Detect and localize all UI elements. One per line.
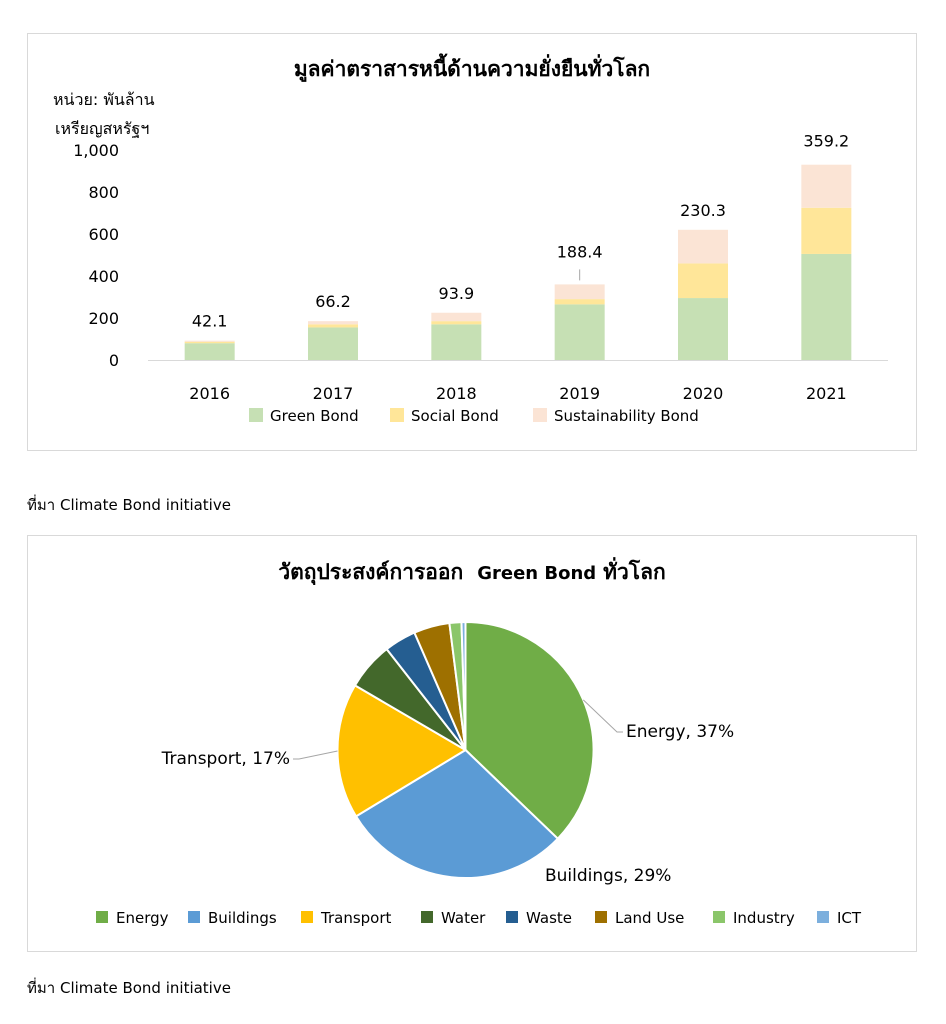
- legend-label: Green Bond: [270, 407, 359, 425]
- green-bond-purpose-pie-chart: [28, 536, 916, 951]
- x-tick-label: 2019: [559, 384, 601, 403]
- bar-segment-sustainability-bond: [308, 321, 358, 324]
- legend-swatch: [390, 408, 404, 422]
- bar-segment-green-bond: [431, 324, 481, 360]
- x-tick-label: 2017: [312, 384, 354, 403]
- pie-chart-title: [278, 556, 665, 586]
- pie-slice-label: Buildings, 29%: [545, 866, 672, 886]
- legend-label: Waste: [526, 909, 572, 927]
- y-tick-label: 1,000: [73, 141, 119, 160]
- bar-legend: [249, 407, 699, 425]
- y-tick-label: 0: [108, 351, 119, 370]
- bar-segment-social-bond: [678, 263, 728, 298]
- pie-title-thai-1: วัตถุประสงค์การออก: [278, 560, 464, 584]
- legend-swatch: [249, 408, 263, 422]
- x-tick-label: 2016: [189, 384, 231, 403]
- legend-label: Sustainability Bond: [554, 407, 699, 425]
- bar-segment-green-bond: [185, 343, 235, 360]
- legend-swatch: [713, 911, 725, 923]
- bar-chart-title: มูลค่าตราสารหนี้ด้านความยั่งยืนทั่วโลก: [293, 57, 651, 81]
- y-tick-labels: [73, 141, 119, 370]
- legend-label: ICT: [837, 909, 862, 927]
- bar-data-labels: [192, 132, 849, 331]
- legend-swatch: [595, 911, 607, 923]
- bar-segment-green-bond: [801, 254, 851, 360]
- bar-data-label: 230.3: [680, 200, 726, 220]
- legend-swatch: [817, 911, 829, 923]
- legend-label: Energy: [116, 909, 169, 927]
- bar-segment-green-bond: [308, 327, 358, 360]
- y-tick-label: 400: [88, 267, 119, 286]
- pie-legend: [96, 909, 862, 927]
- legend-swatch: [421, 911, 433, 923]
- y-tick-label: 800: [88, 183, 119, 202]
- x-tick-label: 2018: [435, 384, 477, 403]
- bar-segment-social-bond: [308, 324, 358, 327]
- bar-segment-social-bond: [185, 342, 235, 343]
- bar-segment-sustainability-bond: [678, 230, 728, 264]
- bar-segment-social-bond: [431, 321, 481, 324]
- legend-label: Industry: [733, 909, 795, 927]
- bar-chart-source: ที่มา Climate Bond initiative: [27, 496, 231, 514]
- green-bond-purpose-panel: [27, 535, 917, 952]
- pie-chart-source: ที่มา Climate Bond initiative: [27, 979, 231, 997]
- bond-value-chart-panel: [27, 33, 917, 451]
- bar-segment-sustainability-bond: [431, 313, 481, 321]
- y-axis-unit-line1: หน่วย: พันล้าน: [53, 90, 155, 109]
- bond-value-bar-chart: [28, 34, 916, 450]
- bar-data-label: 93.9: [438, 283, 475, 303]
- y-tick-label: 200: [88, 309, 119, 328]
- y-axis-unit-line2: เหรียญสหรัฐฯ: [55, 119, 150, 138]
- pie-title-thai-2: ทั่วโลก: [603, 560, 666, 584]
- pie-slice-label: Transport, 17%: [161, 749, 290, 769]
- x-tick-label: 2021: [805, 384, 847, 403]
- legend-swatch: [533, 408, 547, 422]
- bar-segment-sustainability-bond: [555, 284, 605, 299]
- legend-swatch: [96, 911, 108, 923]
- pie-slices: [338, 622, 594, 878]
- bar-data-label: 42.1: [191, 311, 228, 331]
- x-tick-labels: [189, 384, 846, 403]
- bar-segment-green-bond: [678, 298, 728, 360]
- legend-swatch: [506, 911, 518, 923]
- legend-swatch: [188, 911, 200, 923]
- pie-label-leader-line: [293, 751, 338, 759]
- bar-segment-green-bond: [555, 304, 605, 360]
- legend-swatch: [301, 911, 313, 923]
- x-tick-label: 2020: [682, 384, 724, 403]
- y-tick-label: 600: [88, 225, 119, 244]
- bar-segment-sustainability-bond: [801, 165, 851, 208]
- bar-segment-social-bond: [555, 299, 605, 304]
- bar-data-label: 188.4: [556, 242, 603, 262]
- legend-label: Buildings: [208, 909, 277, 927]
- legend-label: Social Bond: [411, 407, 499, 425]
- bar-series: [185, 165, 852, 360]
- legend-label: Transport: [321, 909, 392, 927]
- bar-segment-social-bond: [801, 208, 851, 254]
- bar-data-label: 359.2: [803, 131, 850, 151]
- legend-label: Water: [441, 909, 486, 927]
- bar-data-label: 66.2: [315, 292, 351, 312]
- legend-label: Land Use: [615, 909, 685, 927]
- pie-slice-label: Energy, 37%: [626, 722, 735, 742]
- pie-title-en: Green Bond: [477, 563, 597, 584]
- bar-segment-sustainability-bond: [185, 341, 235, 342]
